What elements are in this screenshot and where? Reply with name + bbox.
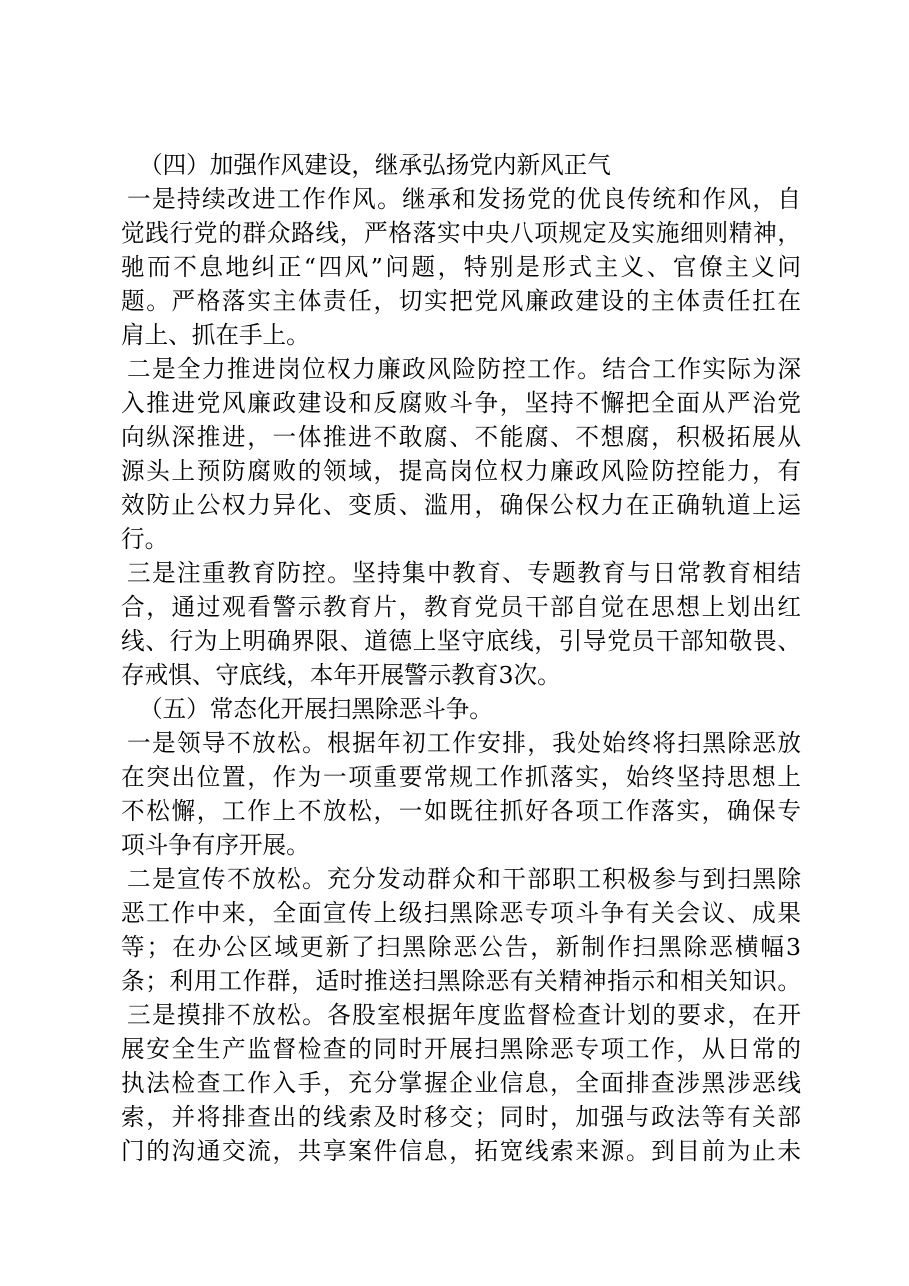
paragraph-line: 恶工作中来，全面宣传上级扫黑除恶专项斗争有关会议、成果 [121, 899, 801, 927]
paragraph-line: 入推进党风廉政建设和反腐败斗争，坚持不懈把全面从严治党 [121, 389, 801, 417]
paragraph-line: 条；利用工作群，适时推送扫黑除恶有关精神指示和相关知识。 [121, 967, 801, 995]
paragraph-line: 一是领导不放松。根据年初工作安排，我处始终将扫黑除恶放 [127, 729, 801, 757]
paragraph-line: 项斗争有序开展。 [121, 831, 310, 859]
paragraph-line: 合，通过观看警示教育片，教育党员干部自觉在思想上划出红 [121, 593, 801, 621]
paragraph-line: 觉践行党的群众路线，严格落实中央八项规定及实施细则精神， [121, 219, 801, 247]
paragraph-line: 二是全力推进岗位权力廉政风险防控工作。结合工作实际为深 [127, 355, 801, 383]
paragraph-line: 源头上预防腐败的领域，提高岗位权力廉政风险防控能力，有 [121, 457, 801, 485]
paragraph-line: 行。 [121, 525, 169, 553]
paragraph-line: 一是持续改进工作作风。继承和发扬党的优良传统和作风，自 [127, 185, 801, 213]
paragraph-line: 门的沟通交流，共享案件信息，拓宽线索来源。到目前为止未 [121, 1137, 801, 1165]
paragraph-line: 执法检查工作入手，充分掌握企业信息，全面排查涉黑涉恶线 [121, 1069, 801, 1097]
paragraph-line: 展安全生产监督检查的同时开展扫黑除恶专项工作，从日常的 [121, 1035, 801, 1063]
paragraph-line: 在突出位置，作为一项重要常规工作抓落实，始终坚持思想上 [121, 763, 801, 791]
paragraph-line: 线、行为上明确界限、道德上坚守底线，引导党员干部知敬畏、 [121, 627, 801, 655]
paragraph-line: 等；在办公区域更新了扫黑除恶公告，新制作扫黑除恶横幅3 [121, 933, 801, 961]
paragraph-line: 三是注重教育防控。坚持集中教育、专题教育与日常教育相结 [127, 559, 801, 587]
paragraph-line: 不松懈，工作上不放松，一如既往抓好各项工作落实，确保专 [121, 797, 801, 825]
section-heading: （四）加强作风建设，继承弘扬党内新风正气 [139, 151, 611, 179]
paragraph-line: 题。严格落实主体责任，切实把党风廉政建设的主体责任扛在 [121, 287, 801, 315]
paragraph-line: 三是摸排不放松。各股室根据年度监督检查计划的要求，在开 [127, 1001, 801, 1029]
paragraph-line: 索，并将排查出的线索及时移交；同时，加强与政法等有关部 [121, 1103, 801, 1131]
paragraph-line: 驰而不息地纠正“四风”问题，特别是形式主义、官僚主义问 [121, 253, 801, 281]
paragraph-line: 效防止公权力异化、变质、滥用，确保公权力在正确轨道上运 [121, 491, 801, 519]
paragraph-line: 肩上、抓在手上。 [121, 321, 310, 349]
paragraph-line: 存戒惧、守底线，本年开展警示教育3次。 [121, 661, 561, 689]
paragraph-line: 二是宣传不放松。充分发动群众和干部职工积极参与到扫黑除 [127, 865, 801, 893]
section-heading: （五）常态化开展扫黑除恶斗争。 [139, 695, 493, 723]
paragraph-line: 向纵深推进，一体推进不敢腐、不能腐、不想腐，积极拓展从 [121, 423, 801, 451]
